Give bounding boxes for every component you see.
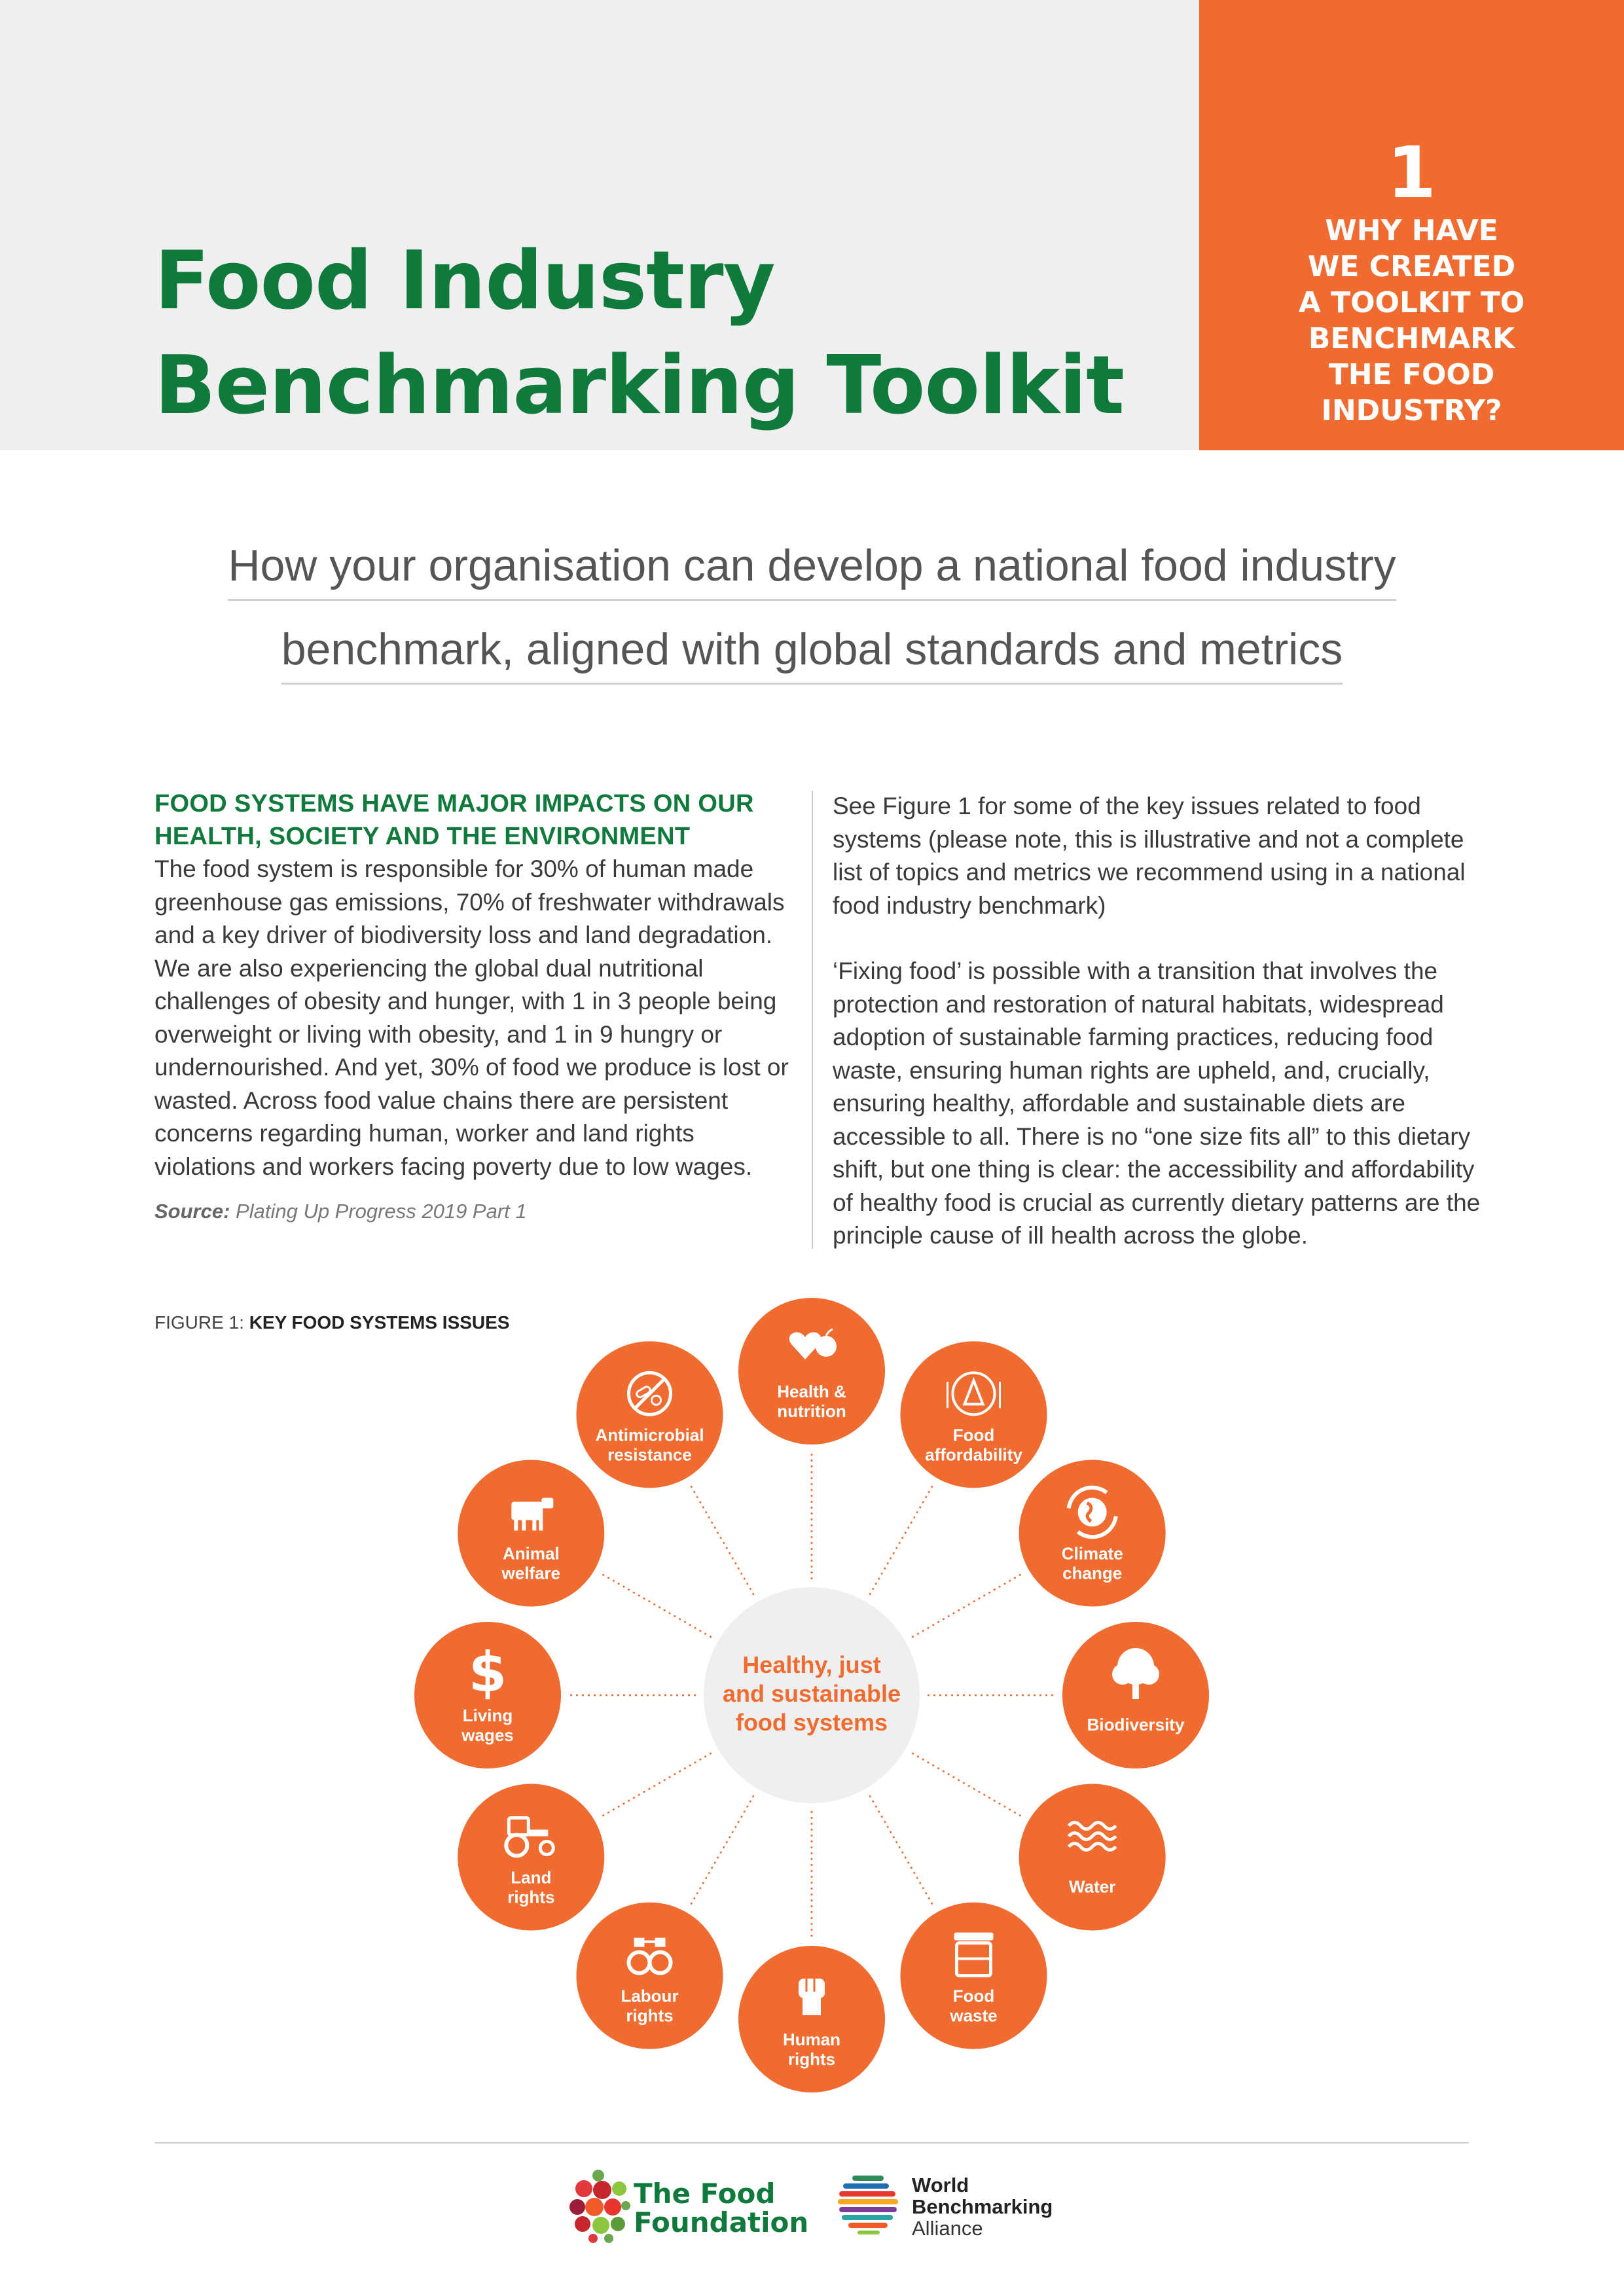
issue-label: wages (461, 1725, 514, 1745)
page-title (154, 229, 1136, 439)
issue-label: Antimicrobial (595, 1425, 704, 1445)
issue-node-antimicrobial-resistance (577, 1341, 723, 1488)
issue-circle (458, 1784, 604, 1931)
section-question-line: THE FOOD (1328, 358, 1495, 391)
svg-text:$: $ (468, 1640, 507, 1704)
issue-label: Water (1069, 1876, 1116, 1897)
issue-label: rights (626, 2005, 674, 2026)
dollar-icon (469, 1640, 507, 1704)
issue-label: Food (952, 1986, 995, 2006)
source-text: Plating Up Progress 2019 Part 1 (236, 1200, 527, 1223)
issue-label: Health & (777, 1382, 846, 1401)
issue-node-water (1019, 1784, 1166, 1931)
raised-fist-icon (799, 1979, 825, 2015)
connector-line (690, 1795, 754, 1907)
right-column (833, 790, 1481, 1253)
issue-label: resistance (607, 1444, 692, 1465)
title-line-1: Food Industry (154, 234, 775, 328)
issue-node-health-nutrition (738, 1298, 885, 1444)
center-label: Healthy, just (742, 1651, 881, 1678)
issue-circle (577, 1903, 723, 2049)
connector-line (690, 1484, 754, 1595)
issue-label: Food (952, 1425, 995, 1445)
issue-label: Human (782, 2030, 841, 2049)
body-paragraph: ‘Fixing food’ is possible with a transition that involves the protection and restoration of natural habitats, widespread adoption of sustainable farming practices, reducing food waste, ensuring human rights are upheld, and, crucially, ensuring healthy, affordable and sustainable diets are accessible to all. There is no “one size fits all” to this dietary shift, but one thing is clear: the accessibility and affordability of healthy food is crucial as currently dietary patterns are the principle cause of ill health across the globe. (833, 958, 1481, 1249)
section-question-line: WE CREATED (1307, 250, 1516, 283)
center-node (704, 1587, 920, 1803)
issue-circle (738, 1298, 885, 1444)
connector-line (870, 1484, 934, 1595)
food-foundation-logo-icon (568, 2166, 631, 2244)
issue-node-land-rights (458, 1784, 604, 1931)
section-badge (1199, 0, 1624, 450)
issue-label: nutrition (777, 1401, 846, 1421)
issue-circle (1019, 1784, 1166, 1931)
figure-caption-title: KEY FOOD SYSTEMS ISSUES (249, 1312, 510, 1333)
issue-label: Land (511, 1867, 552, 1888)
issue-label: change (1062, 1563, 1123, 1583)
issue-node-labour-rights (577, 1903, 723, 2049)
issue-label: Living (462, 1706, 513, 1725)
section-question-line: BENCHMARK (1308, 322, 1515, 355)
column-divider (812, 791, 813, 1249)
issue-label: Climate (1061, 1543, 1123, 1564)
issue-node-animal-welfare (458, 1460, 604, 1607)
issue-label: welfare (501, 1563, 561, 1583)
issue-circle (1019, 1460, 1166, 1607)
footer-divider (154, 2142, 1469, 2144)
section-heading: FOOD SYSTEMS HAVE MAJOR IMPACTS ON OUR HEALTH, SOCIETY AND THE ENVIRONMENT (154, 790, 754, 850)
connector-line (600, 1573, 712, 1638)
issue-node-living-wages (414, 1622, 561, 1768)
issue-node-human-rights (738, 1946, 885, 2092)
left-column (154, 787, 799, 1229)
source-note (154, 1195, 799, 1229)
issue-circle (738, 1946, 885, 2092)
issue-circle (458, 1460, 604, 1607)
issue-label: Biodiversity (1087, 1715, 1185, 1734)
section-question-line: A TOOLKIT TO (1298, 286, 1525, 319)
issue-label: affordability (925, 1444, 1022, 1465)
center-label: food systems (735, 1709, 888, 1736)
subtitle-line-1: How your organisation can develop a national food industry (0, 540, 1624, 601)
section-question-line: INDUSTRY? (1321, 394, 1502, 427)
issue-label: Labour (621, 1986, 679, 2006)
wba-logo-icon (837, 2172, 902, 2237)
food-foundation-logo-text: The Food Foundation (634, 2178, 809, 2238)
issue-node-food-affordability (901, 1341, 1047, 1488)
issue-label: rights (507, 1887, 555, 1907)
section-question-line: WHY HAVE (1325, 214, 1498, 247)
issue-node-biodiversity (1062, 1622, 1209, 1768)
issue-label: waste (950, 2005, 998, 2026)
body-paragraph: See Figure 1 for some of the key issues related to food systems (please note, this is illustrative and not a complete list of topics and metrics we recommend using in a national food industry benchmark) (833, 793, 1466, 919)
wba-logo-text: World Benchmarking Alliance (912, 2174, 1053, 2240)
title-line-2: Benchmarking Toolkit (154, 339, 1124, 433)
figure-caption-prefix: FIGURE 1: (154, 1312, 244, 1333)
center-label: and sustainable (722, 1680, 901, 1707)
issue-label: rights (787, 2049, 836, 2069)
connector-line (912, 1753, 1023, 1818)
connector-line (600, 1753, 712, 1818)
key-issues-diagram (393, 1289, 1231, 2101)
body-paragraph: The food system is responsible for 30% of human made greenhouse gas emissions, 70% of freshwater withdrawals and a key driver of biodiversity loss and land degradation. We are also experiencing the global dual nutritional challenges of obesity and hunger, with 1 in 3 people being overweight or living with obesity, and 1 in 9 hungry or undernourished. And yet, 30% of food we produce is lost or wasted. Across food value chains there are persistent concerns regarding human, worker and land rights violations and workers facing poverty due to low wages. (154, 855, 789, 1180)
issue-node-climate-change (1019, 1460, 1166, 1607)
connector-line (870, 1795, 934, 1907)
section-number: 1 (1386, 132, 1437, 214)
issue-label: Animal (502, 1543, 560, 1564)
source-label: Source: (154, 1200, 230, 1223)
issue-node-food-waste (901, 1903, 1047, 2049)
section-question (1225, 213, 1598, 429)
connector-line (912, 1573, 1023, 1638)
subtitle-line-2: benchmark, aligned with global standards and metrics (0, 624, 1624, 685)
